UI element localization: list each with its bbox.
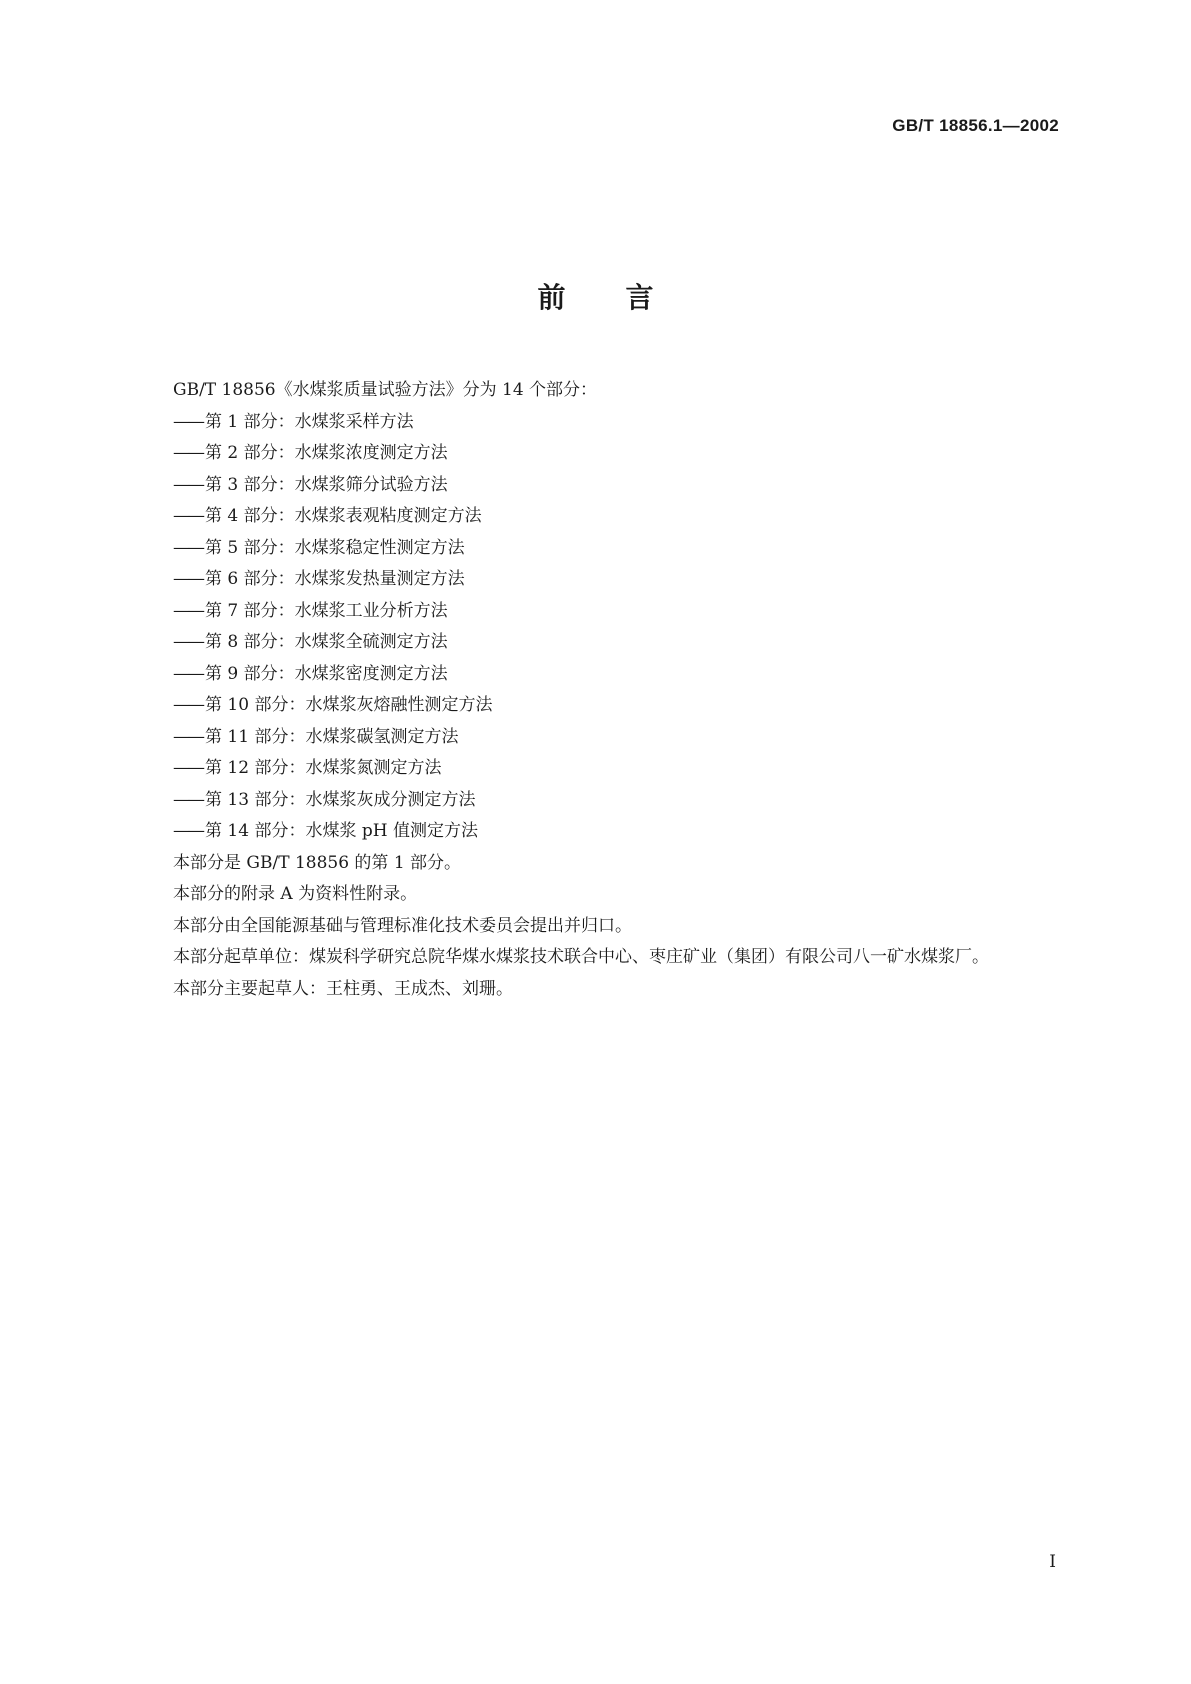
list-item: [130, 816, 1070, 848]
part-label: 第 13 部分：水煤浆灰成分测定方法: [205, 789, 476, 810]
part-label: 第 5 部分：水煤浆稳定性测定方法: [205, 537, 465, 558]
part-label: 第 9 部分：水煤浆密度测定方法: [205, 663, 448, 684]
list-item: [130, 533, 1070, 565]
part-label: 第 2 部分：水煤浆浓度测定方法: [205, 443, 448, 463]
list-item: [130, 690, 1070, 722]
em-dash: ——: [173, 569, 203, 589]
drafting-units-statement: 本部分起草单位：煤炭科学研究总院华煤水煤浆技术联合中心、枣庄矿业（集团）有限公司八一矿水煤浆厂。: [173, 947, 989, 967]
list-item: [130, 753, 1070, 785]
em-dash: ——: [173, 695, 203, 715]
list-item: [130, 407, 1070, 439]
part-statement: 本部分是 GB/T 18856 的第 1 部分。: [173, 852, 462, 873]
part-label: 第 6 部分：水煤浆发热量测定方法: [205, 569, 465, 589]
parts-list: [130, 407, 1070, 848]
em-dash: ——: [173, 443, 203, 463]
em-dash: ——: [173, 821, 203, 841]
list-item: [130, 470, 1070, 502]
em-dash: ——: [173, 474, 203, 495]
part-label: 第 4 部分：水煤浆表观粘度测定方法: [205, 506, 482, 526]
part-label: 第 7 部分：水煤浆工业分析方法: [205, 600, 448, 621]
page-title: 前言: [537, 281, 714, 314]
part-label: 第 10 部分：水煤浆灰熔融性测定方法: [205, 695, 493, 715]
em-dash: ——: [173, 726, 203, 747]
em-dash: ——: [173, 600, 203, 621]
part-label: 第 3 部分：水煤浆筛分试验方法: [205, 474, 448, 495]
em-dash: ——: [173, 758, 203, 778]
page-number: I: [1049, 1552, 1056, 1572]
list-item: [130, 564, 1070, 596]
part-label: 第 11 部分：水煤浆碳氢测定方法: [205, 726, 459, 747]
proposer-statement: 本部分由全国能源基础与管理标准化技术委员会提出并归口。: [173, 915, 632, 936]
intro-paragraph: GB/T 18856《水煤浆质量试验方法》分为 14 个部分：: [173, 380, 598, 400]
appendix-statement: 本部分的附录 A 为资料性附录。: [173, 884, 418, 904]
list-item: [130, 501, 1070, 533]
part-label: 第 8 部分：水煤浆全硫测定方法: [205, 632, 448, 652]
part-label: 第 1 部分：水煤浆采样方法: [205, 411, 414, 432]
em-dash: ——: [173, 506, 203, 526]
part-label: 第 14 部分：水煤浆 pH 值测定方法: [205, 821, 478, 841]
list-item: [130, 785, 1070, 817]
em-dash: ——: [173, 789, 203, 810]
em-dash: ——: [173, 632, 203, 652]
foreword-body: [130, 375, 1070, 1005]
em-dash: ——: [173, 663, 203, 684]
part-label: 第 12 部分：水煤浆氮测定方法: [205, 758, 442, 778]
list-item: [130, 722, 1070, 754]
list-item: [130, 438, 1070, 470]
list-item: [130, 596, 1070, 628]
list-item: [130, 627, 1070, 659]
list-item: [130, 659, 1070, 691]
em-dash: ——: [173, 411, 203, 432]
em-dash: ——: [173, 537, 203, 558]
document-number: GB/T 18856.1—2002: [892, 116, 1059, 135]
drafters-statement: 本部分主要起草人：王柱勇、王成杰、刘珊。: [173, 978, 513, 999]
